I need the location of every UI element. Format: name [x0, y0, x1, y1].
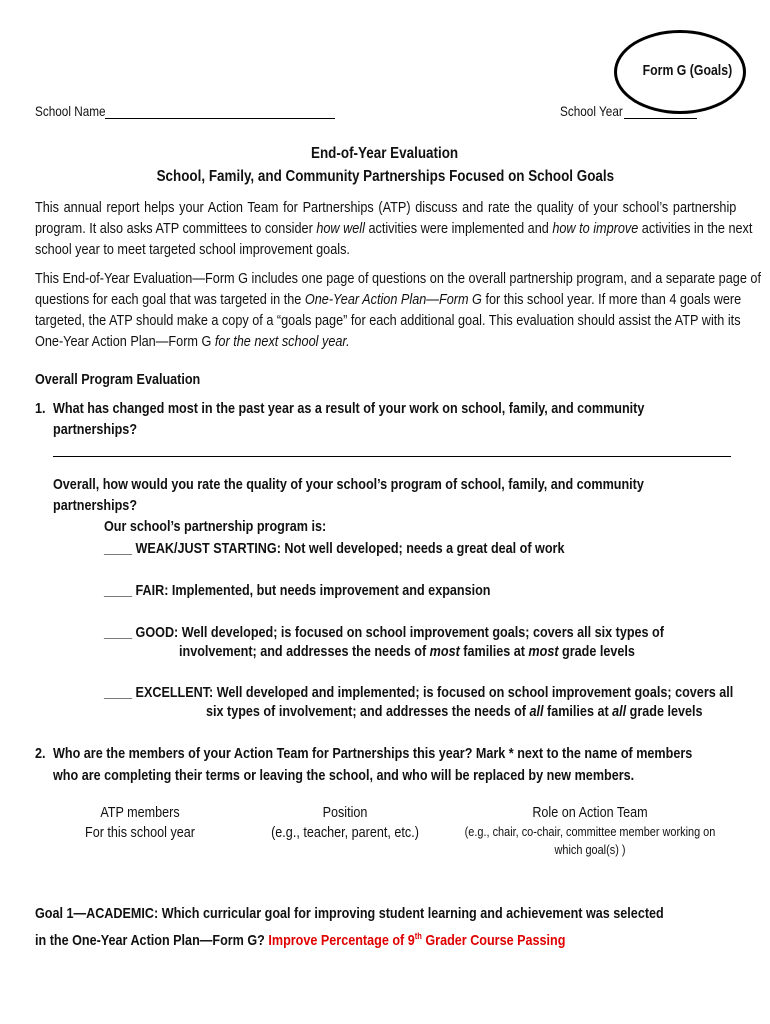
option-good[interactable]	[104, 624, 664, 641]
option-weak-text: WEAK/JUST STARTING: Not well developed; needs a great deal of work	[135, 540, 565, 557]
col-role-sub: (e.g., chair, co-chair, committee member working on	[464, 824, 716, 839]
option-good-continued: involvement; and addresses the needs of most families at most grade levels	[179, 643, 635, 660]
option-excellent[interactable]	[104, 684, 733, 701]
q1-number: 1.	[35, 400, 46, 417]
paragraph-line: targeted, the ATP should make a copy of a “goals page” for each additional goal. This evaluation should assist the ATP with its	[35, 312, 741, 329]
goal1-line2	[35, 931, 565, 949]
school-year-label: School Year	[560, 103, 623, 119]
col-role-sub2: which goal(s) )	[554, 842, 626, 857]
col-position-head: Position	[322, 804, 368, 821]
page-subtitle: School, Family, and Community Partnerships Focused on School Goals	[156, 168, 614, 185]
q2-text-line1: Who are the members of your Action Team for Partnerships this year? Mark * next to the name of members	[53, 745, 693, 762]
intro-paragraph-1	[35, 197, 753, 260]
school-year-field[interactable]	[624, 118, 697, 119]
option-fair-text: FAIR: Implemented, but needs improvement and expansion	[135, 582, 491, 599]
paragraph-line: program. It also asks ATP committees to consider how well activities were implemented and how to improve activities in the next	[35, 220, 753, 237]
overall-heading: Overall Program Evaluation	[35, 371, 201, 388]
col-role	[464, 803, 716, 859]
col-role-head: Role on Action Team	[532, 804, 648, 821]
q2-number: 2.	[35, 745, 46, 762]
col-position	[261, 803, 429, 843]
paragraph-line: school year to meet targeted school improvement goals.	[35, 241, 350, 258]
q1-text-line1: What has changed most in the past year as a result of your work on school, family, and community	[53, 400, 645, 417]
intro-paragraph-2	[35, 268, 761, 352]
page-title: End-of-Year Evaluation	[311, 145, 459, 162]
school-name-field[interactable]	[105, 118, 335, 119]
option-weak-blank[interactable]: ____	[104, 540, 133, 557]
form-badge-label: Form G (Goals)	[642, 62, 733, 79]
col-position-sub: (e.g., teacher, parent, etc.)	[271, 824, 419, 841]
option-good-text: GOOD: Well developed; is focused on school improvement goals; covers all six types of	[135, 624, 664, 641]
option-excellent-blank[interactable]: ____	[104, 684, 133, 701]
program-is-label: Our school’s partnership program is:	[104, 518, 327, 535]
q2-text-line2: who are completing their terms or leaving the school, and who will be replaced by new members.	[53, 767, 635, 784]
school-name-label: School Name	[35, 103, 106, 119]
col-atp-members-sub: For this school year	[85, 824, 195, 841]
q1-answer-line[interactable]	[53, 456, 731, 457]
rate-question-line1: Overall, how would you rate the quality of your school’s program of school, family, and community	[53, 476, 644, 493]
option-excellent-text: EXCELLENT: Well developed and implemented; is focused on school improvement goals; covers all	[135, 684, 734, 701]
option-fair[interactable]	[104, 582, 491, 599]
option-good-blank[interactable]: ____	[104, 624, 133, 641]
q1-text-line2: partnerships?	[53, 421, 138, 438]
paragraph-line: One-Year Action Plan—Form G for the next school year.	[35, 333, 350, 350]
paragraph-line: This End-of-Year Evaluation—Form G includes one page of questions on the overall partnership program, and a separate page of	[35, 270, 761, 287]
option-fair-blank[interactable]: ____	[104, 582, 133, 599]
option-weak[interactable]	[104, 540, 564, 557]
rate-question-line2: partnerships?	[53, 497, 138, 514]
goal1-answer[interactable]: Improve Percentage of 9th Grader Course Passing	[268, 931, 566, 949]
col-atp-members-head: ATP members	[100, 804, 180, 821]
goal1-line1: Goal 1—ACADEMIC: Which curricular goal for improving student learning and achievement was selected	[35, 905, 664, 922]
paragraph-line: questions for each goal that was targeted in the One-Year Action Plan—Form G for this school year. If more than 4 goals were	[35, 291, 742, 308]
col-atp-members	[56, 803, 224, 843]
goal1-question: in the One-Year Action Plan—Form G?	[35, 932, 265, 949]
option-excellent-continued: six types of involvement; and addresses the needs of all families at all grade levels	[206, 703, 703, 720]
paragraph-line: This annual report helps your Action Team for Partnerships (ATP) discuss and rate the quality of your school’s partnership	[35, 199, 737, 216]
